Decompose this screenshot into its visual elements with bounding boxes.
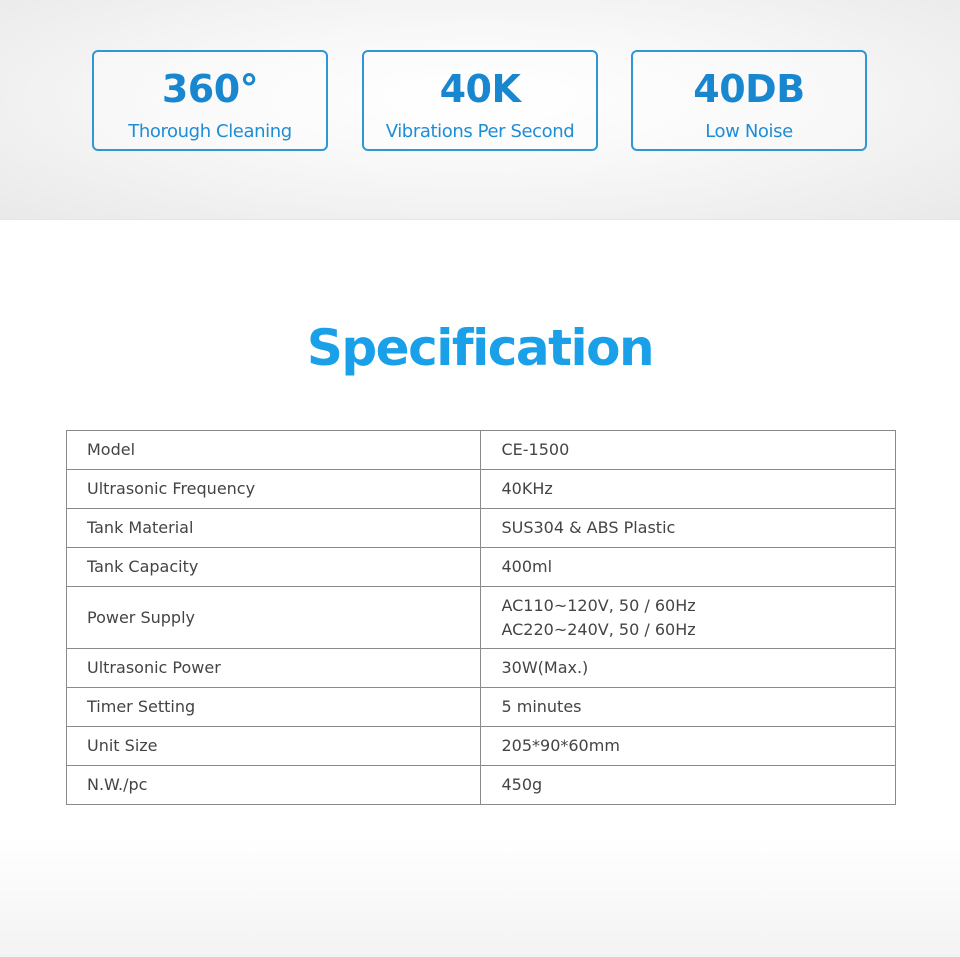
feature-card-noise xyxy=(631,50,867,151)
table-row xyxy=(67,727,896,766)
spec-label: Tank Material xyxy=(67,509,481,548)
table-row xyxy=(67,587,896,649)
feature-card-vibrations xyxy=(362,50,598,151)
spec-table xyxy=(66,430,896,805)
feature-caption: Low Noise xyxy=(705,121,793,142)
table-row xyxy=(67,509,896,548)
spec-label: Timer Setting xyxy=(67,688,481,727)
table-row xyxy=(67,470,896,509)
spec-value: 400ml xyxy=(481,548,896,587)
spec-value-line: AC110~120V, 50 / 60Hz xyxy=(501,595,696,615)
table-row xyxy=(67,688,896,727)
spec-label: Tank Capacity xyxy=(67,548,481,587)
spec-label: Model xyxy=(67,431,481,470)
spec-value: CE-1500 xyxy=(481,431,896,470)
spec-label: Unit Size xyxy=(67,727,481,766)
feature-value: 360° xyxy=(161,67,259,111)
spec-value: SUS304 & ABS Plastic xyxy=(481,509,896,548)
feature-caption: Thorough Cleaning xyxy=(128,121,292,142)
spec-value: 450g xyxy=(481,766,896,805)
spec-label: N.W./pc xyxy=(67,766,481,805)
feature-card-cleaning xyxy=(92,50,328,151)
spec-value: 5 minutes xyxy=(481,688,896,727)
table-row xyxy=(67,766,896,805)
spec-label: Power Supply xyxy=(67,587,481,649)
spec-value: 30W(Max.) xyxy=(481,649,896,688)
feature-value: 40DB xyxy=(693,67,805,111)
bottom-shade xyxy=(0,837,960,957)
spec-value: 205*90*60mm xyxy=(481,727,896,766)
spec-label: Ultrasonic Frequency xyxy=(67,470,481,509)
feature-caption: Vibrations Per Second xyxy=(385,121,575,142)
spec-value: 40KHz xyxy=(481,470,896,509)
spec-title: Specification xyxy=(306,319,654,377)
table-row xyxy=(67,431,896,470)
table-row xyxy=(67,548,896,587)
spec-value-line: AC220~240V, 50 / 60Hz xyxy=(501,619,696,639)
table-row xyxy=(67,649,896,688)
spec-label: Ultrasonic Power xyxy=(67,649,481,688)
spec-value xyxy=(481,587,896,649)
feature-value: 40K xyxy=(439,67,521,111)
